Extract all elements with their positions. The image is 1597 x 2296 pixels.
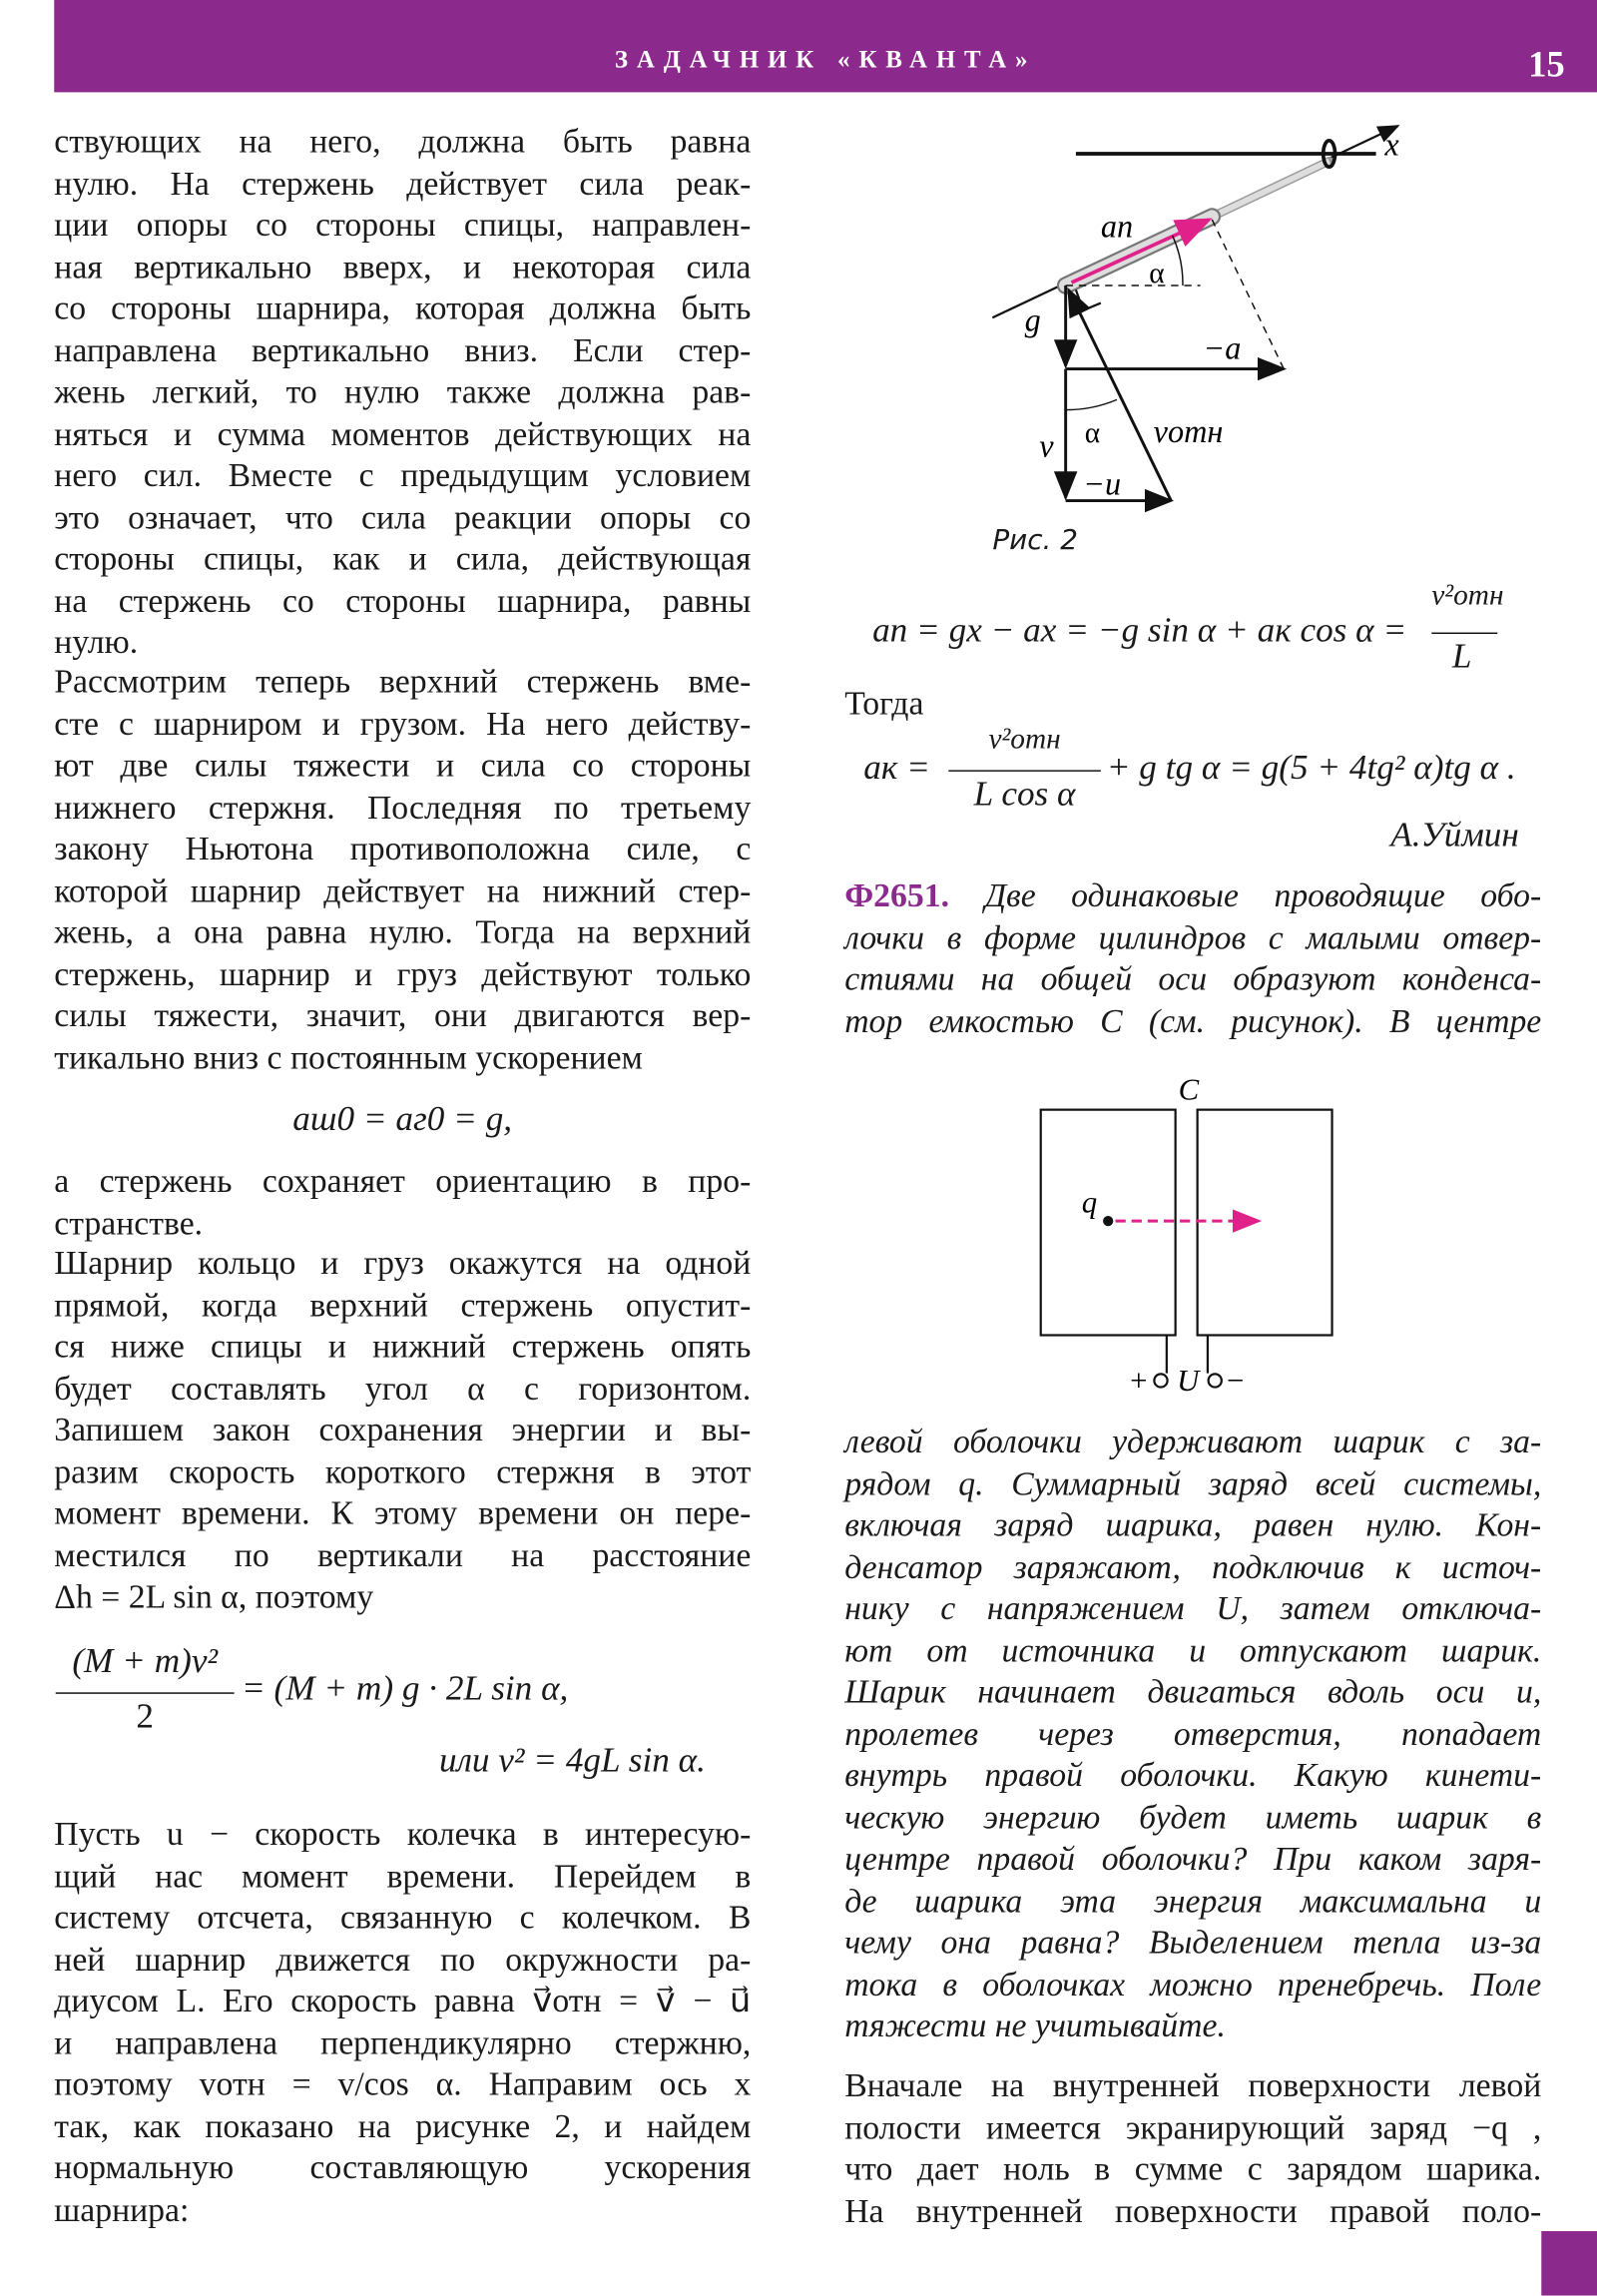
text-line: странстве. [54,1204,204,1241]
label-plus: + [1130,1364,1148,1399]
text-line: которой шарнир действует на нижний стер- [54,871,752,908]
text-line: это означает, что сила реакции опоры со [54,498,752,536]
text-line: нику с напряжением U, затем отключа- [844,1589,1542,1627]
text-line: ческую энергию будет иметь шарик в [844,1798,1542,1836]
label-an: an [1100,208,1134,245]
label-x: x [1384,126,1399,163]
text-line: лочки в форме цилиндров с малыми отвер- [844,918,1542,955]
text-line: ют от источника и отпускают шарик. [844,1631,1542,1669]
text-line: тяжести не учитывайте. [844,2007,1226,2044]
label-minus-a: −a [1203,329,1242,366]
text-line: диусом L. Его скорость равна v⃗отн = v⃗ − u⃗ [54,1982,752,2019]
text-line: жень, а она равна нулю. Тогда на верхний [54,913,752,950]
equation-5-denominator: L cos α [973,776,1076,815]
equation-4-numerator: v²отн [1431,579,1504,613]
text-line: шарнира: [54,2190,190,2228]
charge-ball [1103,1216,1113,1226]
label-g: g [1024,301,1041,338]
problem-id: Ф2651. [844,876,950,914]
text-line: нормальную составляющую ускорения [54,2148,752,2186]
text-line: чему она равна? Выделением тепла из-за [844,1924,1542,1961]
text-line: нулю. [54,623,139,661]
fraction-bar [56,1692,235,1693]
text-line: жень легкий, то нулю также должна рав- [54,372,752,410]
text-line: направлена вертикально вниз. Если стер- [54,331,752,368]
text-line: Вначале на внутренней поверхности левой [844,2066,1542,2104]
paragraph [844,917,1541,1042]
text-line: включая заряд шарика, равен нулю. Кон- [844,1506,1542,1543]
right-shell [1198,1110,1332,1336]
text-line: прямой, когда верхний стержень опустит- [54,1286,752,1324]
page-number: 15 [1528,45,1565,86]
text-line: центре правой оболочки? При каком заря- [844,1840,1542,1878]
fraction-bar [948,770,1101,771]
equation-5-lhs: aк = [863,749,930,789]
equation-4-denominator: L [1451,638,1472,677]
equation-3: или v² = 4gL sin α. [438,1742,706,1781]
label-minus-u: −u [1083,465,1122,502]
text-line: Δh = 2L sin α, поэтому [54,1577,374,1615]
text-line: со стороны шарнира, которая должна быть [54,289,752,327]
text-line: внутрь правой оболочки. Какую кинети- [844,1756,1542,1794]
label-v-rel: vотн [1153,412,1224,449]
text-line: момент времени. К этому времени он пере- [54,1494,752,1532]
label-minus: − [1226,1364,1245,1399]
text-line: ней шарнир движется по окружности ра- [54,1940,752,1978]
text-line: него сил. Вместе с предыдущим условием [54,456,752,494]
text-line: Две одинаковые проводящие обо- [949,876,1542,914]
paragraph [54,662,751,1079]
text-line: полости имеется экранирующий заряд −q , [844,2108,1542,2146]
equation-2-rhs: = (M + m) g · 2L sin α, [241,1670,569,1709]
text-line: тока в оболочках можно пренебречь. Поле [844,1965,1542,2003]
text-line: щий нас момент времени. Перейдем в [54,1857,752,1894]
label-U: U [1177,1364,1200,1399]
minus-terminal [1209,1374,1222,1387]
text-line: сте с шарниром и грузом. На него действу- [54,705,752,742]
text-line: на стержень со стороны шарнира, равны [54,581,752,619]
text-line: разим скорость короткого стержня в этот [54,1452,752,1490]
text-line: местился по вертикали на расстояние [54,1536,752,1573]
text-line: поэтому vотн = v/cos α. Направим ось x [54,2065,752,2102]
text-line: нулю. На стержень действует сила реак- [54,164,752,202]
paragraph [54,1814,751,2231]
corner-accent [1541,2231,1597,2296]
text-line: стиями на общей оси образуют конденса- [844,960,1542,997]
text-line: тикально вниз с постоянным ускорением [54,1038,643,1076]
label-v: v [1039,427,1054,464]
label-alpha-2: α [1084,416,1101,449]
equation-5-numerator: v²отн [988,723,1061,756]
capacitor-figure [0,1054,1597,1421]
equation-4: an = gx − ax = −g sin α + aк cos α = [872,612,1407,651]
text-line: денсатор заряжают, подключив к источ- [844,1547,1542,1585]
then-word: Тогда [844,685,924,723]
text-line: стержень, шарнир и груз действуют только [54,954,752,992]
problem-statement [844,875,1541,1042]
author: А.Уймин [1390,817,1519,856]
text-line: будет составлять угол α с горизонтом. [54,1369,752,1407]
equation-2-numerator: (M + m)v² [72,1642,219,1681]
text-line: тор емкостью C (см. рисунок). В центре [844,1001,1542,1039]
text-line: нижнего стержня. Последняя по третьему [54,788,752,826]
text-line: силы тяжести, значит, они двигаются вер- [54,996,752,1034]
text-line: Пусть u − скорость колечка в интересую- [54,1815,752,1853]
journal-section-title: ЗАДАЧНИК «КВАНТА» [614,45,1037,74]
text-line: пролетев через отверстия, попадает [844,1715,1542,1752]
text-line: так, как показано на рисунке 2, и найдем [54,2107,752,2144]
text-line: левой оболочки удерживают шарик с за- [844,1423,1542,1460]
label-alpha: α [1149,258,1165,290]
text-line: де шарика эта энергия максимальна и [844,1882,1542,1919]
text-line: ся ниже спицы и нижний стержень опять [54,1328,752,1365]
label-q: q [1081,1185,1098,1220]
text-line: На внутренней поверхности правой поло- [844,2192,1542,2229]
text-line: ная вертикально вверх, и некоторая сила [54,248,752,286]
equation-5-rhs: + g tg α = g(5 + 4tg² α)tg α . [1106,749,1516,789]
text-line: ции опоры со стороны спицы, направлен- [54,206,752,244]
text-line: Рассмотрим теперь верхний стержень вме- [54,663,752,701]
figure-2-caption: Рис. 2 [992,524,1078,557]
text-line: а стержень сохраняет ориентацию в про- [54,1162,752,1200]
text-line: стороны спицы, как и сила, действующая [54,540,752,577]
text-line: что дает ноль в сумме с зарядом шарика. [844,2150,1542,2188]
equation-1: aш0 = aг0 = g, [292,1100,513,1139]
text-line: Шарик начинает двигаться вдоль оси и, [844,1673,1542,1710]
plus-terminal [1154,1374,1167,1387]
equation-2-denominator: 2 [136,1698,154,1737]
paragraph [844,2065,1541,2232]
text-line: систему отсчета, связанную с колечком. В [54,1899,752,1936]
an-vector [1072,220,1210,283]
text-line: и направлена перпендикулярно стержню, [54,2023,752,2061]
text-line: Шарнир кольцо и груз окажутся на одной [54,1244,752,1282]
text-line: няться и сумма моментов действующих на [54,414,752,452]
label-C: C [1178,1072,1200,1107]
text-line: рядом q. Суммарный заряд всей системы, [844,1464,1542,1501]
text-line: закону Ньютона противоположна силе, с [54,830,752,867]
text-line: ствующих на него, должна быть равна [54,123,752,160]
paragraph [844,1422,1541,2047]
fraction-bar [1431,633,1497,634]
text-line: Запишем закон сохранения энергии и вы- [54,1411,752,1448]
figure-2-diagram [0,0,1597,615]
text-line: ют две силы тяжести и сила со стороны [54,746,752,784]
